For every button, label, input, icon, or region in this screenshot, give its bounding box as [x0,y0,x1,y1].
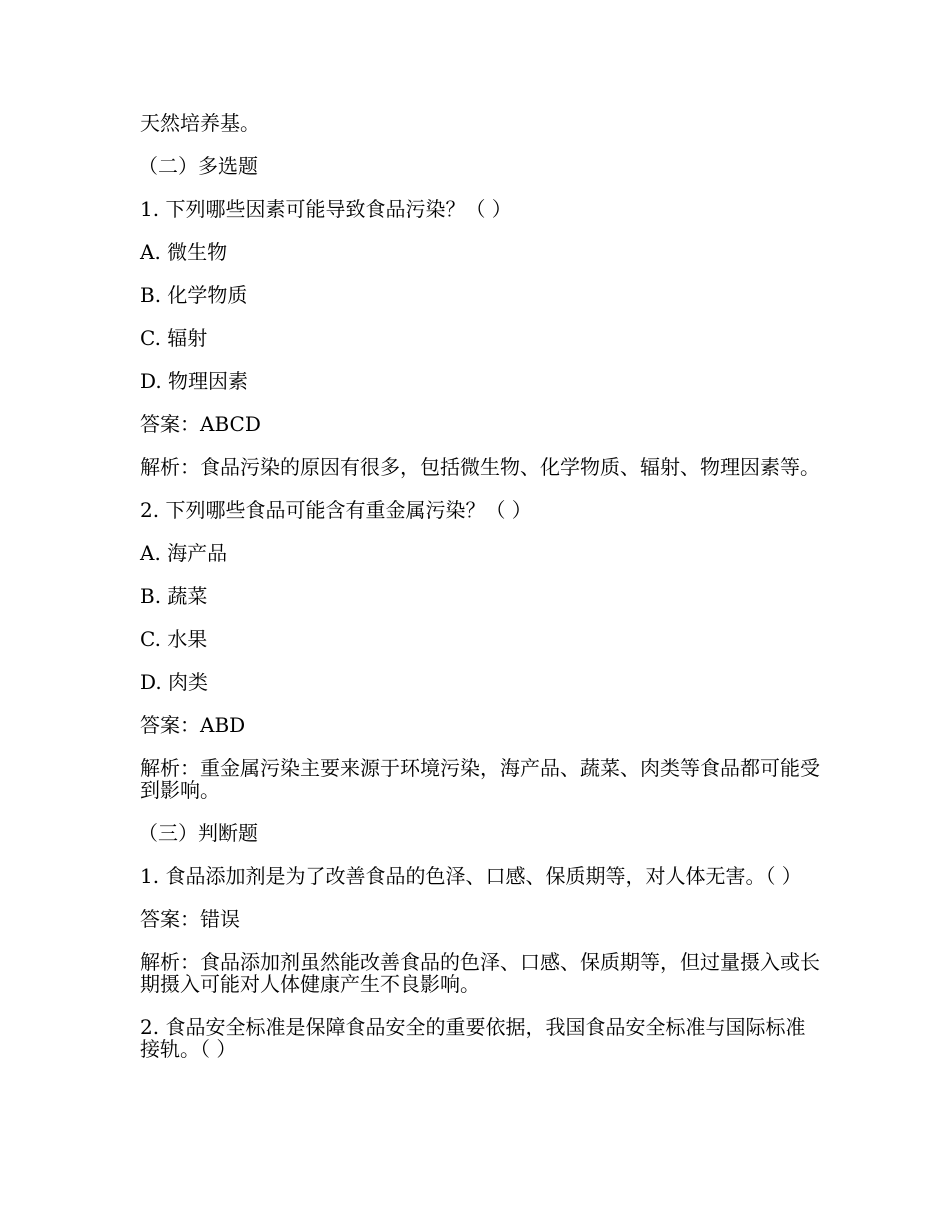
explanation: 解析：食品添加剂虽然能改善食品的色泽、口感、保质期等，但过量摄入或长期摄入可能对人体健康产生不良影响。 [140,950,820,996]
text-line: 天然培养基。 [140,111,260,135]
answer: 答案：错误 [140,907,240,931]
section-heading-true-false: （三）判断题 [138,821,258,845]
question-2: 2. 下列哪些食品可能含有重金属污染？（ ） [140,498,532,522]
document-page [140,112,820,1081]
option-b: B. 化学物质 [140,283,248,307]
option-a: A. 海产品 [140,541,228,565]
option-c: C. 水果 [140,627,208,651]
option-b: B. 蔬菜 [140,584,208,608]
section-heading-multiple-choice: （二）多选题 [138,154,258,178]
option-d: D. 肉类 [140,670,209,694]
answer: 答案：ABD [140,713,246,737]
answer: 答案：ABCD [140,412,261,436]
question-1: 1. 下列哪些因素可能导致食品污染？（ ） [140,197,512,221]
option-c: C. 辐射 [140,326,208,350]
option-a: A. 微生物 [140,240,228,264]
option-d: D. 物理因素 [140,369,249,393]
explanation: 解析：重金属污染主要来源于环境污染，海产品、蔬菜、肉类等食品都可能受到影响。 [140,756,820,802]
question-2: 2. 食品安全标准是保障食品安全的重要依据，我国食品安全标准与国际标准接轨。（ ） [140,1015,806,1061]
question-1: 1. 食品添加剂是为了改善食品的色泽、口感、保质期等，对人体无害。（ ） [140,864,802,888]
explanation: 解析：食品污染的原因有很多，包括微生物、化学物质、辐射、物理因素等。 [140,455,820,479]
